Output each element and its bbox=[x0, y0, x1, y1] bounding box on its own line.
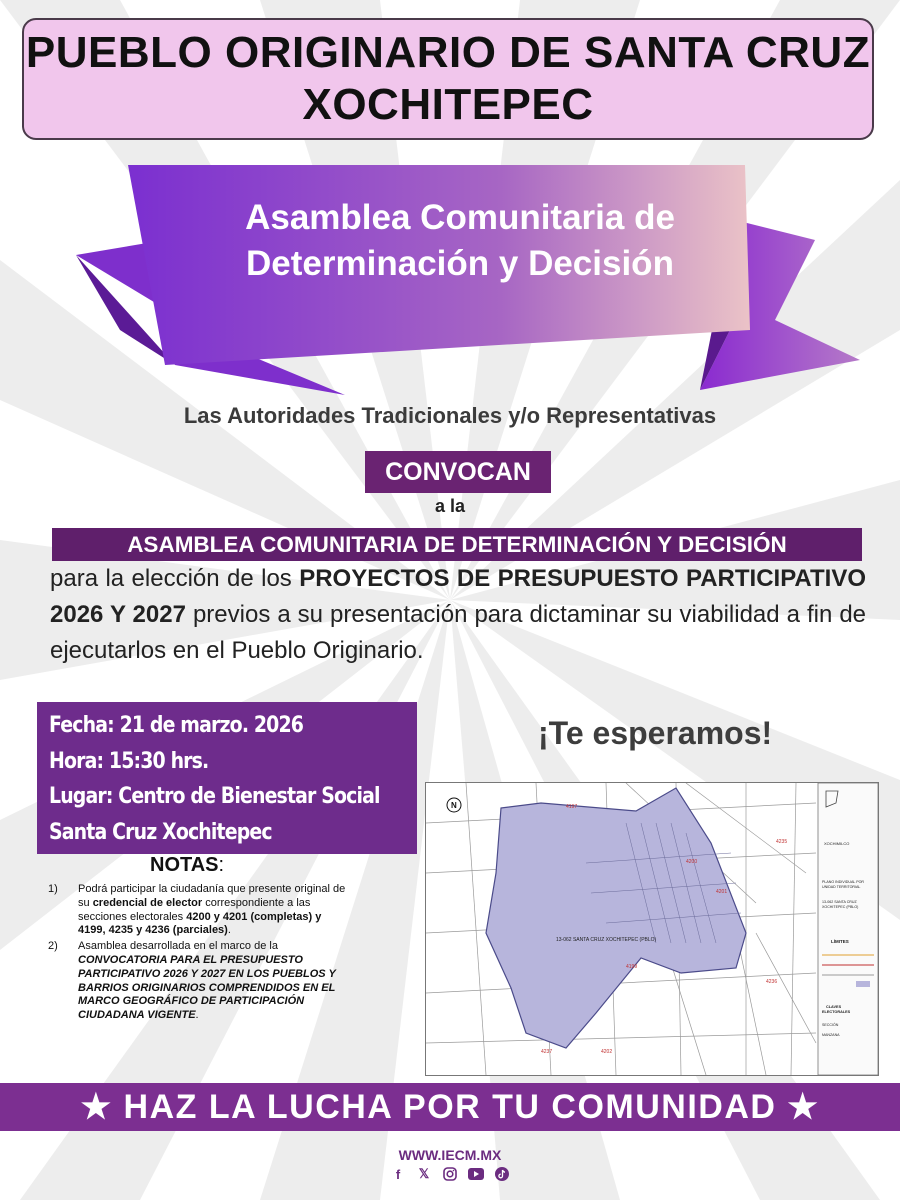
legend-claves: CLAVES ELECTORALES bbox=[822, 1005, 851, 1014]
slogan-bar: ★ HAZ LA LUCHA POR TU COMUNIDAD ★ bbox=[0, 1083, 900, 1131]
banner-line-1: Asamblea Comunitaria de bbox=[245, 198, 675, 237]
paragraph-part-2: previos a su presentación para dictaminar su viabilidad a fin de ejecutarlos en el Pueblo Originario. bbox=[50, 601, 867, 664]
notes-title-colon: : bbox=[218, 854, 225, 876]
legend-title: PLANO INDIVIDUAL POR UNIDAD TERRITORIAL bbox=[822, 880, 865, 889]
tiktok-icon[interactable] bbox=[493, 1165, 511, 1183]
note-1-text-d: 4200 y 4201 (completas) y 4199, 4235 y 4236 (parciales) bbox=[78, 910, 322, 937]
event-info-box bbox=[37, 702, 417, 854]
paragraph-bold: PROYECTOS DE PRESUPUESTO PARTICIPATIVO 2026 Y 2027 bbox=[50, 565, 866, 628]
banner-line-2: Determinación y Decisión bbox=[246, 244, 674, 283]
asamblea-heading: ASAMBLEA COMUNITARIA DE DETERMINACIÓN Y DECISIÓN bbox=[52, 528, 862, 561]
legend-limites: LÍMITES bbox=[831, 939, 849, 944]
event-place-2: Santa Cruz Xochitepec bbox=[49, 819, 272, 845]
note-1-text-e: . bbox=[227, 924, 231, 937]
note-item-1 bbox=[48, 883, 348, 938]
instagram-icon[interactable] bbox=[441, 1165, 459, 1183]
note-1-text-a: Podrá participar la ciudadanía que presente original de su bbox=[78, 883, 346, 909]
map-section-label: 4237 bbox=[541, 1049, 553, 1055]
map-section-label: 4202 bbox=[601, 1049, 613, 1055]
description-paragraph bbox=[50, 561, 866, 669]
map-section-label: 4197 bbox=[566, 804, 578, 810]
territorial-map bbox=[425, 782, 879, 1076]
paragraph-part-1: para la elección de los bbox=[50, 565, 292, 592]
event-time: Hora: 15:30 hrs. bbox=[49, 748, 209, 774]
event-date: Fecha: 21 de marzo. 2026 bbox=[49, 713, 304, 738]
legend-seccion: SECCIÓN bbox=[822, 1023, 839, 1027]
facebook-icon[interactable]: f bbox=[395, 1166, 401, 1182]
note-2-text-c: . bbox=[195, 1009, 199, 1022]
note-2-text-a: Asamblea desarrollada en el marco de la bbox=[78, 940, 278, 953]
map-section-label: 4199 bbox=[626, 964, 638, 970]
map-section-label: 4235 bbox=[776, 839, 788, 845]
event-place: Lugar: Centro de Bienestar Social bbox=[49, 784, 380, 809]
note-1-text-c: correspondiente a las secciones electorales bbox=[78, 896, 311, 923]
map-legend bbox=[818, 783, 878, 1075]
note-number-1: 1) bbox=[48, 883, 58, 895]
note-number-2: 2) bbox=[48, 940, 58, 953]
youtube-icon[interactable] bbox=[467, 1165, 485, 1183]
legend-ut: 13-062 SANTA CRUZ XOCHITEPEC (PBLO) bbox=[822, 900, 859, 909]
note-2-text-b: CONVOCATORIA PARA EL PRESUPUESTO PARTICIPATIVO 2026 Y 2027 EN LOS PUEBLOS Y BARRIOS ORIGINARIOS COMPRENDIDOS EN EL MARCO GEOGRÁFICO DE PARTICIPACIÓN CIUDADANA VIGENTE bbox=[78, 953, 336, 1022]
te-esperamos-text: ¡Te esperamos! bbox=[538, 715, 773, 751]
banner-title bbox=[150, 195, 770, 287]
map-area-label: 13-062 SANTA CRUZ XOCHITEPEC (PBLO) bbox=[556, 937, 657, 943]
x-icon[interactable]: 𝕏 bbox=[418, 1166, 430, 1181]
map-section-label: 4200 bbox=[686, 859, 698, 865]
notes-title-text: NOTAS bbox=[150, 854, 219, 876]
legend-manzana: MANZANA bbox=[822, 1033, 840, 1037]
footer-url[interactable]: WWW.IECM.MX bbox=[398, 1147, 502, 1163]
map-section-label: 4236 bbox=[766, 979, 778, 985]
notes-list bbox=[48, 883, 348, 1025]
notes-title bbox=[150, 854, 224, 877]
map-graphic bbox=[426, 783, 878, 1075]
note-item-2 bbox=[48, 940, 348, 1023]
a-la-text: a la bbox=[434, 496, 466, 516]
authorities-text: Las Autoridades Tradicionales y/o Representativas bbox=[183, 403, 717, 428]
convocan-label: CONVOCAN bbox=[365, 451, 551, 493]
north-label: N bbox=[451, 801, 457, 810]
social-icons bbox=[386, 1165, 514, 1183]
note-1-text-b: credencial de elector bbox=[92, 896, 203, 909]
map-section-label: 4201 bbox=[716, 889, 728, 895]
legend-demarcacion: XOCHIMILCO bbox=[824, 841, 850, 846]
page-title: PUEBLO ORIGINARIO DE SANTA CRUZ XOCHITEPEC bbox=[25, 28, 871, 129]
